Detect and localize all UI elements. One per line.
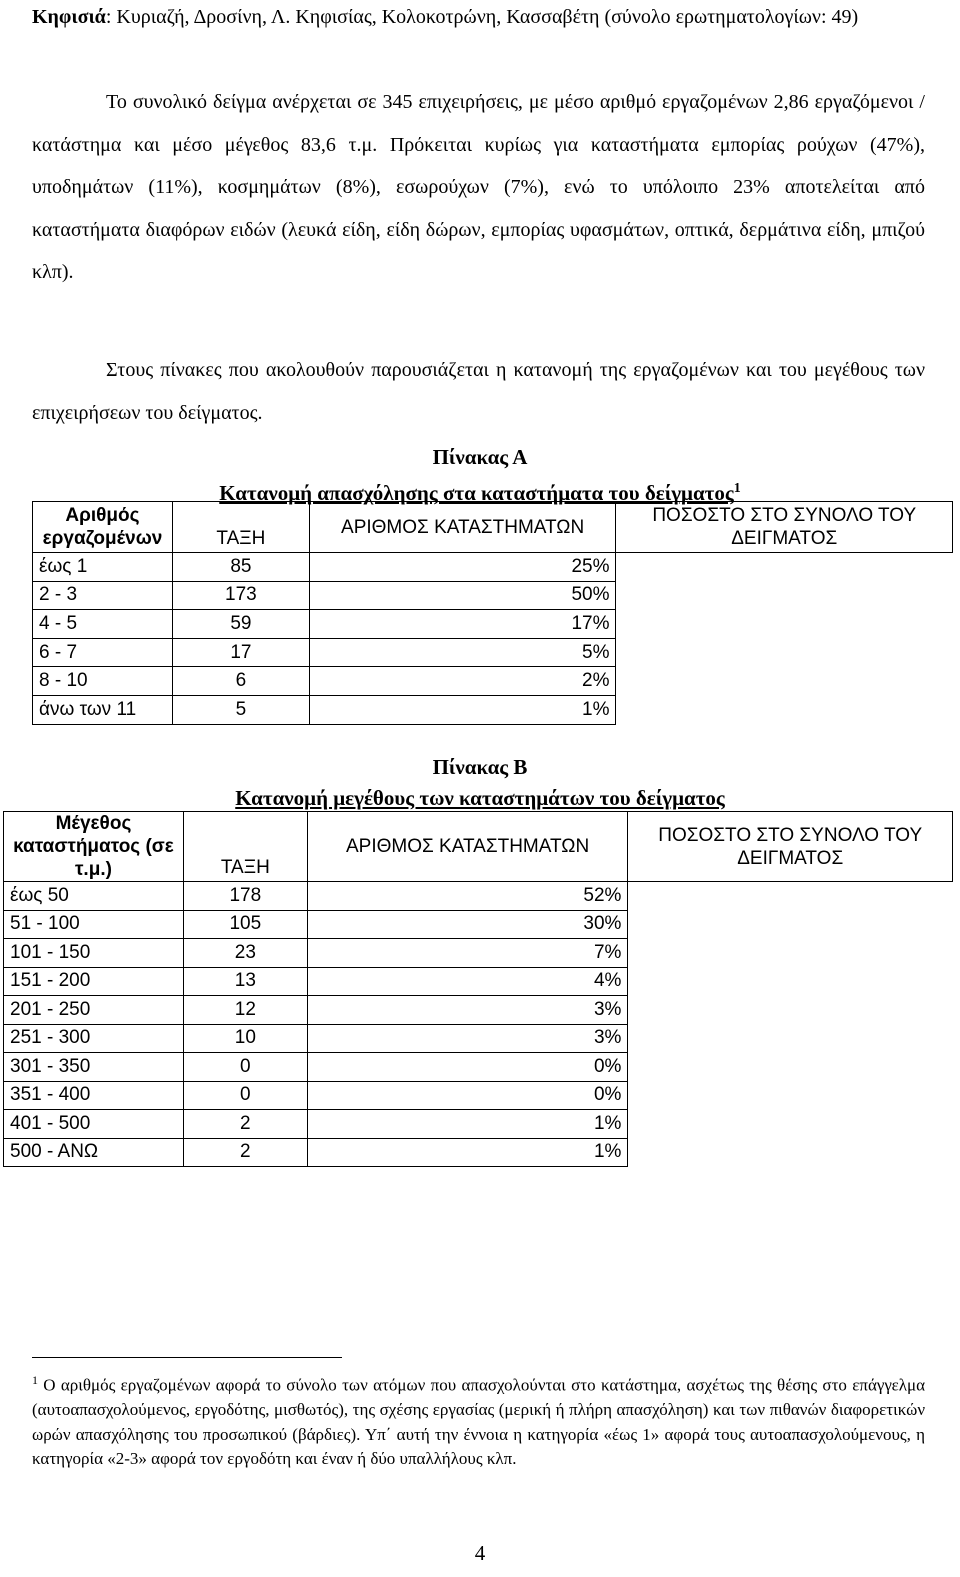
- pct-cell: 1%: [307, 1138, 628, 1167]
- class-cell: 401 - 500: [4, 1110, 184, 1139]
- pct-cell: 0%: [307, 1053, 628, 1082]
- count-cell: 23: [183, 939, 307, 968]
- class-cell: 301 - 350: [4, 1053, 184, 1082]
- pct-cell: 7%: [307, 939, 628, 968]
- pct-cell: 17%: [309, 610, 616, 639]
- table-row: [4, 1110, 953, 1139]
- table-row: [33, 581, 953, 610]
- paragraph-kifisia: [32, 0, 925, 39]
- class-cell: 4 - 5: [33, 610, 173, 639]
- pct-cell: 30%: [307, 910, 628, 939]
- table-a-subtitle: Κατανομή απασχόλησης στα καταστήματα του δείγματος: [219, 481, 734, 505]
- table-b-col-class: ΤΑΞΗ: [183, 812, 307, 882]
- pct-cell: 52%: [307, 882, 628, 911]
- table-a-header-row: [33, 502, 953, 553]
- paragraph-sample-summary: Το συνολικό δείγμα ανέρχεται σε 345 επιχειρήσεις, με μέσο αριθμό εργαζομένων 2,86 εργαζόμενοι / κατάστημα και μέσο μέγεθος 83,6 τ.μ. Πρόκειται κυρίως για καταστήματα εμπορίας ρούχων (47%), υποδημάτων (11%), κοσμημάτων (8%), εσωρούχων (7%), ενώ το υπόλοιπο 23% αποτελείται από καταστήματα διαφόρων ειδών (λευκά είδη, είδη δώρων, εμπορίας υφασμάτων, οπτικά, δερμάτινα είδη, μπιζού κλπ).: [32, 91, 925, 283]
- count-cell: 105: [183, 910, 307, 939]
- class-cell: 151 - 200: [4, 967, 184, 996]
- table-row: [33, 638, 953, 667]
- pct-cell: 4%: [307, 967, 628, 996]
- count-cell: 59: [172, 610, 309, 639]
- table-b-col-pct: ΠΟΣΟΣΤΟ ΣΤΟ ΣΥΝΟΛΟ ΤΟΥ ΔΕΙΓΜΑΤΟΣ: [628, 812, 953, 882]
- class-cell: 500 - ΑΝΩ: [4, 1138, 184, 1167]
- class-cell: 6 - 7: [33, 638, 173, 667]
- page-number: 4: [474, 1541, 486, 1565]
- count-cell: 13: [183, 967, 307, 996]
- table-a-title: Πίνακας Α: [432, 445, 528, 469]
- table-row: [4, 1053, 953, 1082]
- class-cell: 351 - 400: [4, 1081, 184, 1110]
- table-a-col-pct: ΠΟΣΟΣΤΟ ΣΤΟ ΣΥΝΟΛΟ ΤΟΥ ΔΕΙΓΜΑΤΟΣ: [616, 502, 953, 553]
- table-a-footnote-mark: 1: [733, 481, 741, 496]
- table-b-caption: [32, 752, 928, 814]
- class-cell: 251 - 300: [4, 1024, 184, 1053]
- table-row: [4, 1138, 953, 1167]
- count-cell: 2: [183, 1110, 307, 1139]
- pct-cell: 1%: [309, 695, 616, 724]
- paragraph-tables-intro: Στους πίνακες που ακολουθούν παρουσιάζεται η κατανομή της εργαζομένων και του μεγέθους των επιχειρήσεων του δείγματος.: [32, 359, 925, 424]
- footnote-rule: [32, 1357, 342, 1358]
- class-cell: 101 - 150: [4, 939, 184, 968]
- table-b-title: Πίνακας Β: [432, 755, 528, 779]
- street-list: : Κυριαζή, Δροσίνη, Λ. Κηφισίας, Κολοκοτρώνη, Κασσαβέτη (σύνολο ερωτηματολογίων: 49): [105, 6, 859, 28]
- pct-cell: 5%: [309, 638, 616, 667]
- table-row: [4, 939, 953, 968]
- count-cell: 0: [183, 1053, 307, 1082]
- count-cell: 178: [183, 882, 307, 911]
- table-row: [4, 1081, 953, 1110]
- table-row: [4, 967, 953, 996]
- footnote: [32, 1368, 925, 1472]
- pct-cell: 0%: [307, 1081, 628, 1110]
- class-cell: έως 50: [4, 882, 184, 911]
- count-cell: 0: [183, 1081, 307, 1110]
- count-cell: 5: [172, 695, 309, 724]
- table-a-row-header: Αριθμός εργαζομένων: [33, 502, 173, 553]
- pct-cell: 25%: [309, 553, 616, 582]
- table-a-caption: [32, 442, 928, 509]
- table-row: [33, 695, 953, 724]
- count-cell: 17: [172, 638, 309, 667]
- pct-cell: 3%: [307, 1024, 628, 1053]
- class-cell: 2 - 3: [33, 581, 173, 610]
- table-b: [3, 811, 953, 1167]
- count-cell: 12: [183, 996, 307, 1025]
- table-a-col-class: ΤΑΞΗ: [172, 502, 309, 553]
- table-row: [4, 910, 953, 939]
- count-cell: 6: [172, 667, 309, 696]
- pct-cell: 2%: [309, 667, 616, 696]
- table-row: [4, 1024, 953, 1053]
- table-b-subtitle: Κατανομή μεγέθους των καταστημάτων του δείγματος: [235, 786, 725, 810]
- table-b-row-header: Μέγεθος καταστήματος (σε τ.μ.): [4, 812, 184, 882]
- pct-cell: 3%: [307, 996, 628, 1025]
- table-row: [4, 882, 953, 911]
- pct-cell: 1%: [307, 1110, 628, 1139]
- table-row: [33, 553, 953, 582]
- class-cell: άνω των 11: [33, 695, 173, 724]
- table-a: [32, 501, 953, 725]
- class-cell: 8 - 10: [33, 667, 173, 696]
- pct-cell: 50%: [309, 581, 616, 610]
- class-cell: 51 - 100: [4, 910, 184, 939]
- table-b-col-count: ΑΡΙΘΜΟΣ ΚΑΤΑΣΤΗΜΑΤΩΝ: [307, 812, 628, 882]
- table-row: [4, 996, 953, 1025]
- table-row: [33, 667, 953, 696]
- class-cell: 201 - 250: [4, 996, 184, 1025]
- table-a-col-count: ΑΡΙΘΜΟΣ ΚΑΤΑΣΤΗΜΑΤΩΝ: [309, 502, 616, 553]
- table-b-header-row: [4, 812, 953, 882]
- count-cell: 2: [183, 1138, 307, 1167]
- class-cell: έως 1: [33, 553, 173, 582]
- table-row: [33, 610, 953, 639]
- count-cell: 85: [172, 553, 309, 582]
- count-cell: 173: [172, 581, 309, 610]
- footnote-text: Ο αριθμός εργαζομένων αφορά το σύνολο των ατόμων που απασχολούνται στο κατάστημα, ασχέτως της θέσης στο επάγγελμα (αυτοαπασχολούμενος, εργοδότης, μισθωτός), της σχέσης εργασίας (μερική ή πλήρη απασχόληση) και των πιθανών διαφορετικών ωρών απασχόλησης του προσωπικού (βάρδιες). Υπ΄ αυτή την έννοια η κατηγορία «έως 1» αφορά τους αυτοαπασχολούμενους, η κατηγορία «2-3» αφορά τον εργοδότη και έναν ή δύο υπαλλήλους κλπ.: [32, 1375, 925, 1469]
- count-cell: 10: [183, 1024, 307, 1053]
- footnote-mark: 1: [32, 1373, 38, 1387]
- city-name: Κηφισιά: [32, 6, 106, 28]
